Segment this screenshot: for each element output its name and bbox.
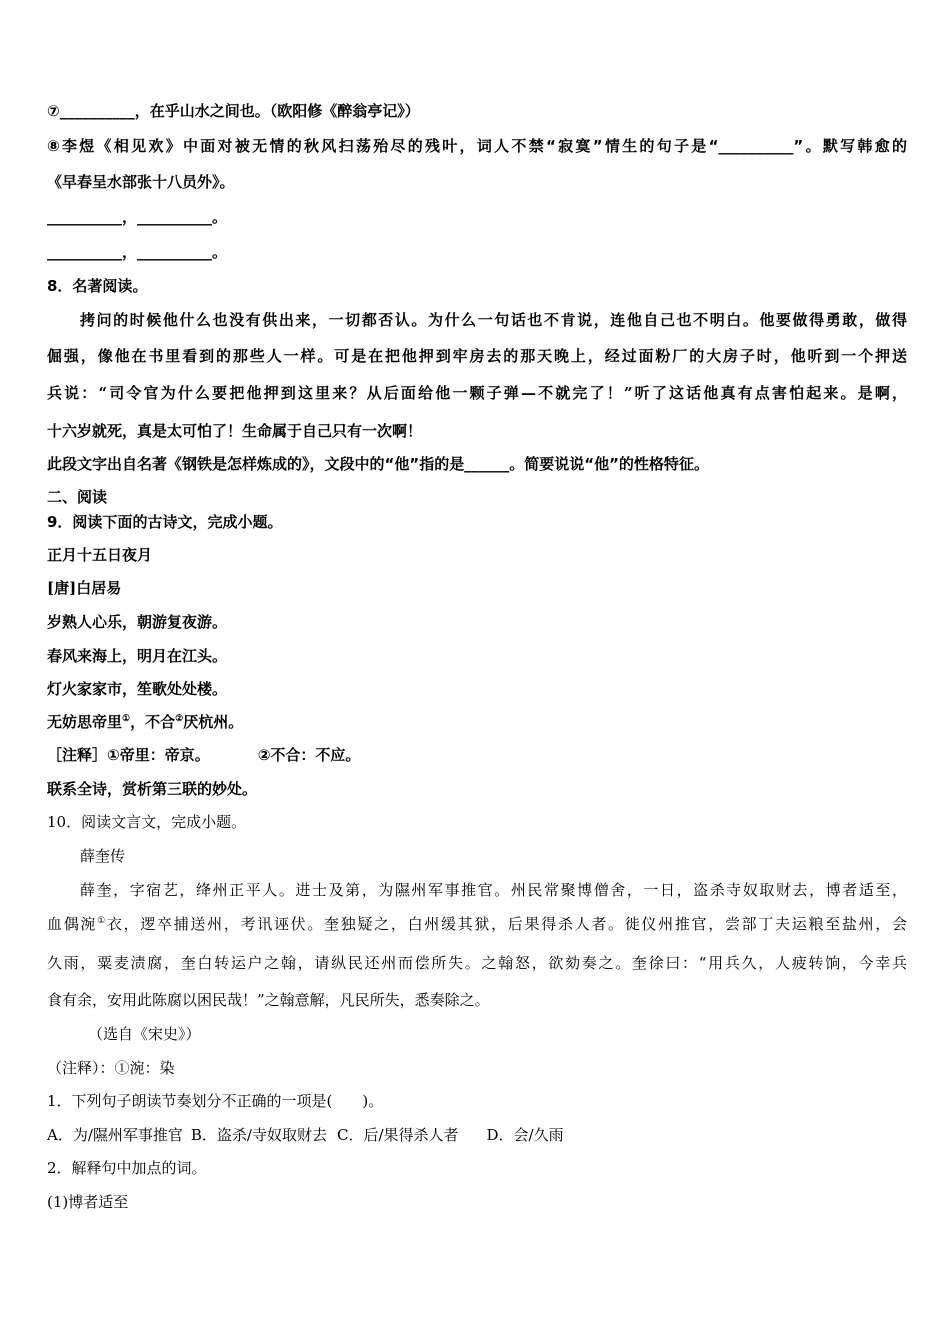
prose-line-2-part-1: 血偶涴 [47,915,98,933]
sub-question-2-item-1: (1)博者适至 [47,1193,129,1211]
sub-question-1: 1．下列句子朗读节奏划分不正确的一项是( )。 [47,1092,384,1110]
prose-line-1: 薛奎，字宿艺，绛州正平人。进士及第，为隰州军事推官。州民常聚博僧舍，一日，盗杀寺奴取财去，博者适至， [80,881,907,899]
question-9-title: 9．阅读下面的古诗文，完成小题。 [47,513,283,531]
prose-line-3: 久雨，粟麦渍腐，奎白转运户之翰，请纵民还州而偿所失。之翰怒，欲劾奏之。奎徐曰：“用兵久，人疲转饷，今幸兵 [47,954,907,972]
poem-author: [唐]白居易 [47,579,122,597]
footnote-marker-1: ① [122,714,131,724]
prose-line-2-part-2: 衣，逻卒捕送州，考讯诬伏。奎独疑之，白州缓其狱，后果得杀人者。徙仪州推官，尝部丁夫运粮至盐州，会 [106,915,907,933]
poem-line-4-part-2: ，不合 [130,713,176,731]
fill-blank-item-8: ⑧李煜《相见欢》中面对被无情的秋风扫荡殆尽的残叶，词人不禁“寂寞”情生的句子是“__________”。默写韩愈的 [47,137,907,155]
prose-source: （选自《宋史》） [88,1025,201,1043]
footnote-marker-3: ① [97,916,107,926]
question-8-title: 8．名著阅读。 [47,277,148,295]
footnote-marker-2: ② [175,714,184,724]
prose-notes: （注释）：①涴：染 [47,1059,175,1077]
option-b: B．盗杀/寺奴取财去 [190,1126,327,1144]
sub-question-2: 2．解释句中加点的词。 [47,1159,207,1177]
sub-question-1-options [47,1125,907,1145]
fill-blank-item-8-cont: 《早春呈水部张十八员外》。 [47,173,235,191]
excerpt-line-3: 兵说：“司令官为什么要把他押到这里来？从后面给他一颗子弹—不就完了！”听了这话他真有点害怕起来。是啊， [47,384,907,402]
prose-line-4: 食有余，安用此陈腐以困民哉！”之翰意解，凡民所失，悉奏除之。 [47,991,490,1009]
poem-line-4 [47,712,907,732]
excerpt-line-1: 拷问的时候他什么也没有供出来，一切都否认。为什么一句话也不肯说，连他自己也不明白。他要做得勇敢，做得 [80,311,907,329]
poem-line-3: 灯火家家市，笙歌处处楼。 [47,680,228,698]
poem-title: 正月十五日夜月 [47,546,153,564]
poem-line-4-part-3: 厌杭州。 [183,713,244,731]
option-c: C．后/果得杀人者 [336,1126,459,1144]
answer-blank-line-2: __________，__________。 [47,243,228,261]
option-a: A．为/隰州军事推官 [47,1126,183,1144]
poem-line-1: 岁熟人心乐，朝游复夜游。 [47,613,228,631]
fill-blank-item-7: ⑦__________，在乎山水之间也。（欧阳修《醉翁亭记》） [47,102,420,120]
section-heading-reading: 二、阅读 [47,488,108,506]
answer-blank-line-1: __________，__________。 [47,208,228,226]
poem-note-1: ［注释］①帝里：帝京。 [47,746,210,764]
option-d: D．会/久雨 [486,1126,564,1144]
question-9-prompt: 联系全诗，赏析第三联的妙处。 [47,780,258,798]
question-10-title: 10．阅读文言文，完成小题。 [47,813,247,831]
poem-line-4-part-1: 无妨思帝里 [47,713,123,731]
poem-line-2: 春风来海上，明月在江头。 [47,647,228,665]
prose-line-2 [47,914,907,934]
question-8-prompt: 此段文字出自名著《钢铁是怎样炼成的》，文段中的“他”指的是______。简要说说“他”的性格特征。 [47,455,709,473]
poem-notes [47,745,907,765]
excerpt-line-4: 十六岁就死，真是太可怕了！生命属于自己只有一次啊！ [47,422,423,440]
prose-title: 薛奎传 [80,847,126,865]
poem-note-2: ②不合：不应。 [257,746,361,764]
excerpt-line-2: 倔强，像他在书里看到的那些人一样。可是在把他押到牢房去的那天晚上，经过面粉厂的大房子时，他听到一个押送 [47,347,907,365]
